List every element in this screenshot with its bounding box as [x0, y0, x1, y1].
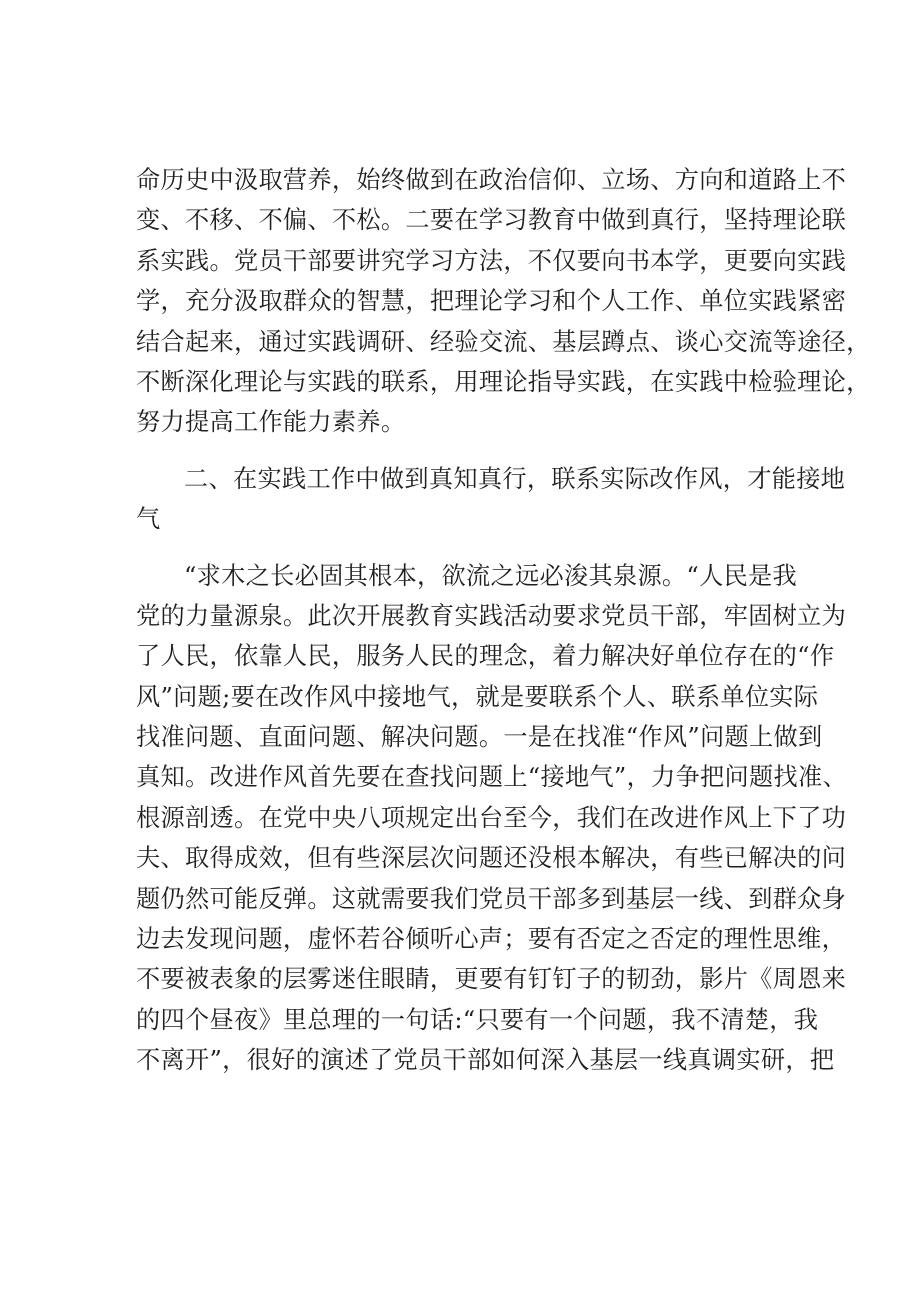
heading-line: 气 [136, 505, 161, 534]
text-line: 不离开”，很好的演述了党员干部如何深入基层一线真调实研，把 [136, 1046, 835, 1075]
paragraph-spacer [136, 443, 800, 459]
text-line: 命历史中汲取营养，始终做到在政治信仰、立场、方向和道路上不 [136, 166, 847, 194]
text-line: 题仍然可能反弹。这就需要我们党员干部多到基层一线、到群众身 [136, 884, 847, 913]
heading-line: 二、在实践工作中做到真知真行，联系实际改作风，才能接地 [184, 464, 846, 493]
text-line: 系实践。党员干部要讲究学习方法，不仅要向书本学，更要向实践 [136, 246, 847, 275]
text-line: 根源剖透。在党中央八项规定出台至今，我们在改进作风上下了功 [136, 803, 847, 832]
text-line: 变、不移、不偏、不松。二要在学习教育中做到真行，坚持理论联 [136, 206, 847, 235]
paragraph-spacer [136, 540, 800, 556]
paragraph-continued [136, 160, 871, 443]
text-line: 党的力量源泉。此次开展教育实践活动要求党员干部，牢固树立为 [136, 601, 847, 630]
section-heading [136, 459, 846, 540]
text-line: “求木之长必固其根本，欲流之远必浚其泉源。“人民是我 [184, 561, 798, 590]
text-line: 结合起来，通过实践调研、经验交流、基层蹲点、谈心交流等途径， [136, 327, 871, 356]
text-line: 夫、取得成效，但有些深层次问题还没根本解决，有些已解决的问 [136, 844, 847, 873]
text-line: 学，充分汲取群众的智慧，把理论学习和个人工作、单位实践紧密 [136, 287, 847, 316]
text-line: 不断深化理论与实践的联系，用理论指导实践，在实践中检验理论， [136, 367, 871, 396]
paragraph-body [136, 556, 847, 1081]
text-line: 了人民，依靠人民，服务人民的理念，着力解决好单位存在的“作 [136, 642, 835, 671]
text-line: 风”问题;要在改作风中接地气，就是要联系个人、联系单位实际 [136, 682, 819, 711]
text-line: 不要被表象的层雾迷住眼睛，更要有钉钉子的韧劲，影片《周恩来 [136, 965, 847, 994]
text-line: 边去发现问题，虚怀若谷倾听心声；要有否定之否定的理性思维， [136, 925, 847, 954]
text-line: 真知。改进作风首先要在查找问题上“接地气”，力争把问题找准、 [136, 763, 847, 792]
text-line: 努力提高工作能力素养。 [136, 408, 406, 437]
text-line: 的四个昼夜》里总理的一句话:“只要有一个问题，我不清楚，我 [136, 1005, 819, 1034]
document-body [136, 160, 871, 1081]
text-line: 找准问题、直面问题、解决问题。一是在找准“作风”问题上做到 [136, 723, 823, 752]
